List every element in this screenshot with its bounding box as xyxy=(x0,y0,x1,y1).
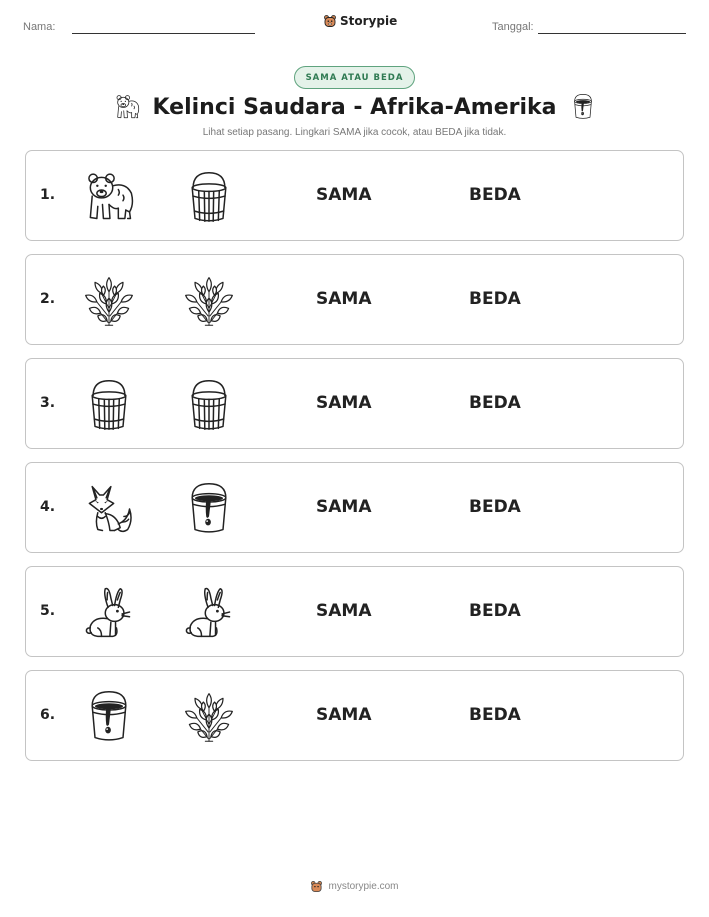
fox-icon xyxy=(81,481,137,537)
same-option[interactable]: SAMA xyxy=(316,601,372,621)
question-row-2 xyxy=(25,254,684,345)
tar-bucket-icon xyxy=(81,689,137,745)
same-option[interactable]: SAMA xyxy=(316,289,372,309)
instructions: Lihat setiap pasang. Lingkari SAMA jika cocok, atau BEDA jika tidak. xyxy=(202,127,507,138)
brand-name: Storypie xyxy=(340,14,398,28)
tar-bucket-icon xyxy=(181,481,237,537)
date-line[interactable] xyxy=(538,33,686,34)
bush-icon xyxy=(181,689,237,745)
different-option[interactable]: BEDA xyxy=(469,393,521,413)
question-number: 4. xyxy=(40,499,56,515)
bucket-icon xyxy=(181,377,237,433)
different-option[interactable]: BEDA xyxy=(469,497,521,517)
question-number: 1. xyxy=(40,187,56,203)
different-option[interactable]: BEDA xyxy=(469,601,521,621)
title-row xyxy=(0,90,709,124)
question-number: 2. xyxy=(40,291,56,307)
question-row-6 xyxy=(25,670,684,761)
rabbit-icon xyxy=(181,585,237,641)
bush-icon xyxy=(181,273,237,329)
rabbit-icon xyxy=(81,585,137,641)
same-option[interactable]: SAMA xyxy=(316,393,372,413)
brand xyxy=(323,14,397,28)
title-tar-bucket-icon xyxy=(569,93,597,121)
different-option[interactable]: BEDA xyxy=(469,289,521,309)
page-title: Kelinci Saudara - Afrika-Amerika xyxy=(152,94,557,120)
same-option[interactable]: SAMA xyxy=(316,705,372,725)
question-number: 3. xyxy=(40,395,56,411)
title-bear-icon xyxy=(113,93,141,121)
worksheet-type-badge: SAMA ATAU BEDA xyxy=(294,66,415,89)
same-option[interactable]: SAMA xyxy=(316,497,372,517)
name-label: Nama: xyxy=(23,21,56,33)
name-line[interactable] xyxy=(72,33,255,34)
question-row-3 xyxy=(25,358,684,449)
different-option[interactable]: BEDA xyxy=(469,705,521,725)
bucket-icon xyxy=(81,377,137,433)
storypie-logo-icon xyxy=(310,880,323,893)
bucket-icon xyxy=(181,169,237,225)
question-number: 6. xyxy=(40,707,56,723)
bush-icon xyxy=(81,273,137,329)
date-label: Tanggal: xyxy=(492,21,534,33)
storypie-logo-icon xyxy=(323,14,337,28)
question-row-5 xyxy=(25,566,684,657)
different-option[interactable]: BEDA xyxy=(469,185,521,205)
footer xyxy=(0,880,709,893)
question-number: 5. xyxy=(40,603,56,619)
footer-url[interactable]: mystorypie.com xyxy=(328,881,399,892)
question-row-4 xyxy=(25,462,684,553)
question-row-1 xyxy=(25,150,684,241)
same-option[interactable]: SAMA xyxy=(316,185,372,205)
bear-icon xyxy=(81,169,137,225)
